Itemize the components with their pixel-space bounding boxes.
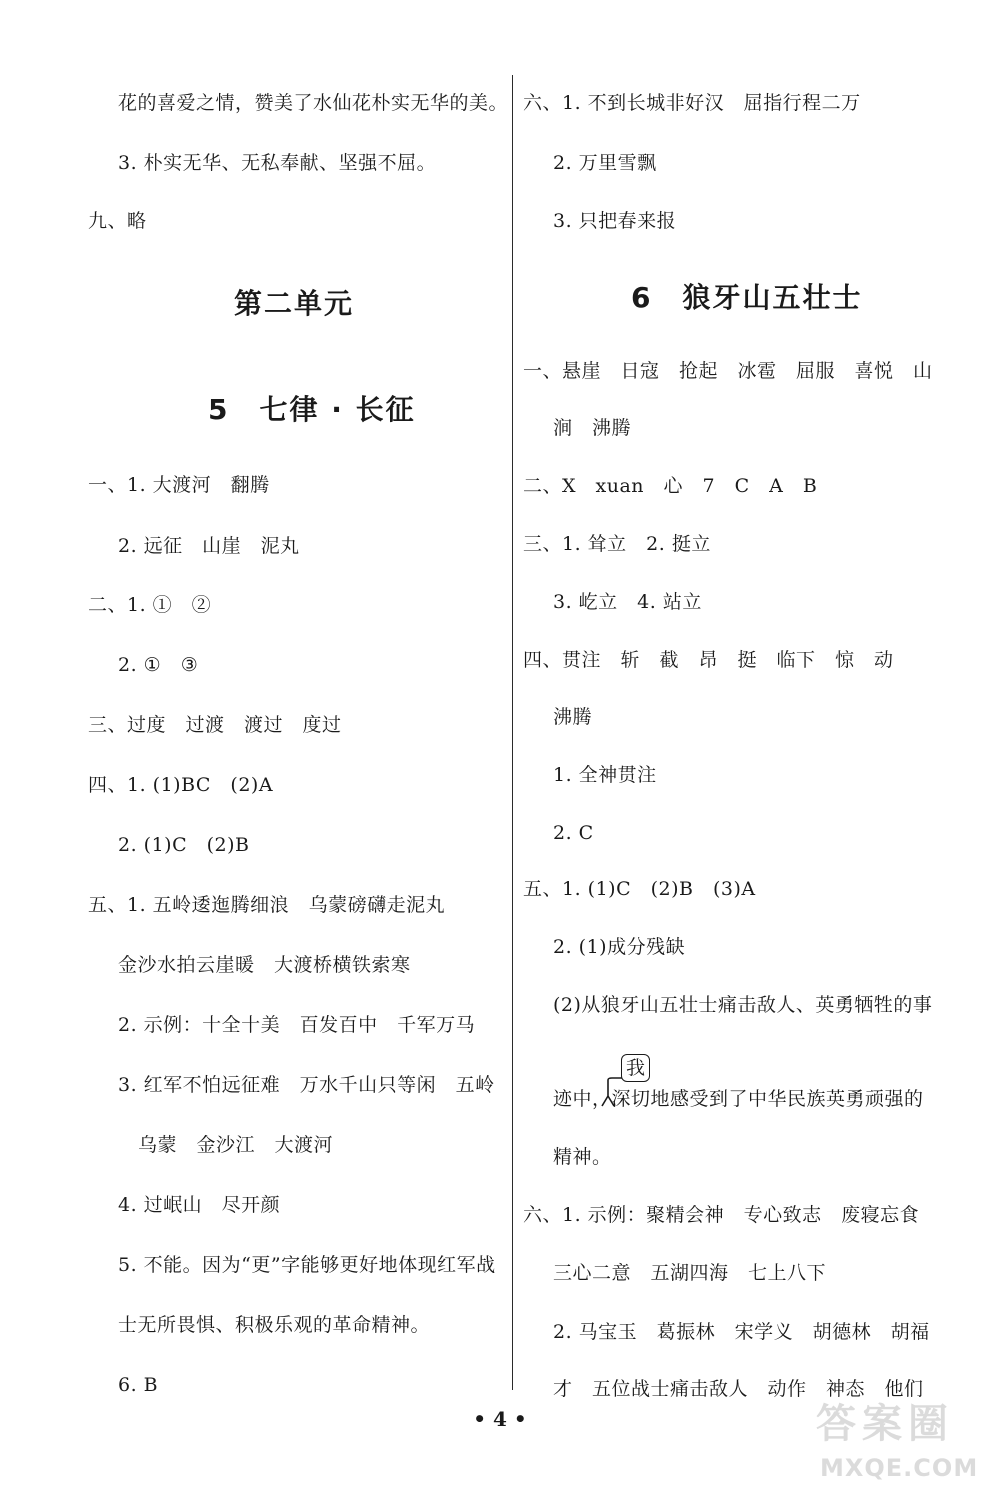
lesson-title: 6 狼牙山五壮士 [631,281,863,314]
text-line: 2. 万里雪飘 [553,152,657,174]
answer-line: 精神。 [553,1146,612,1168]
insertion-caret-icon [600,1066,622,1108]
answer-line: 2. 马宝玉 葛振林 宋学义 胡德林 胡福 [553,1321,930,1343]
column-divider [512,75,513,1390]
answer-line: 2. 示例：十全十美 百发百中 千军万马 [118,1014,476,1036]
answer-line: 2. (1)C (2)B [118,834,250,856]
watermark-url: MXQE.COM [820,1454,979,1482]
answer-line: 五、1. (1)C (2)B (3)A [523,878,756,900]
unit-title: 第二单元 [234,287,355,320]
answer-line: 五、1. 五岭逶迤腾细浪 乌蒙磅礴走泥丸 [88,894,446,916]
answer-line: 二、X xuan 心 7 C A B [523,475,818,497]
answer-line: 2. C [553,822,594,844]
answer-line: 一、1. 大渡河 翻腾 [88,474,270,496]
answer-line: 3. 红军不怕远征难 万水千山只等闲 五岭 [118,1074,495,1096]
answer-line: 才 五位战士痛击敌人 动作 神态 他们 [553,1378,924,1400]
answer-line: 迹中，深切地感受到了中华民族英勇顽强的 [553,1088,924,1110]
answer-line: 2. (1)成分残缺 [553,936,686,958]
answer-line: 6. B [118,1374,159,1396]
watermark [796,1386,996,1490]
answer-line: 二、1. ① ② [88,594,212,616]
answer-line: 金沙水拍云崖暖 大渡桥横铁索寒 [118,954,411,976]
answer-line: 三、过度 过渡 渡过 度过 [88,714,342,736]
answer-line: 沸腾 [553,706,593,728]
text-line: 3. 只把春来报 [553,210,677,232]
text-line: 九、略 [88,210,147,232]
answer-line: (2)从狼牙山五壮士痛击敌人、英勇牺牲的事 [553,994,933,1016]
answer-line: 5. 不能。因为“更”字能够更好地体现红军战 [118,1254,496,1276]
text-line: 花的喜爱之情，赞美了水仙花朴实无华的美。 [118,92,509,114]
answer-line: 3. 屹立 4. 站立 [553,591,702,613]
answer-line: 三心二意 五湖四海 七上八下 [553,1262,827,1284]
answer-line: 一、悬崖 日寇 抢起 冰雹 屈服 喜悦 山 [523,360,933,382]
answer-line: 2. ① ③ [118,654,199,676]
lesson-title: 5 七律 · 长征 [208,393,416,426]
watermark-logo: 答案圈 [816,1401,954,1447]
page-number: • 4 • [473,1407,527,1431]
text-line: 六、1. 不到长城非好汉 屈指行程二万 [523,92,861,114]
answer-line: 士无所畏惧、积极乐观的革命精神。 [118,1314,431,1336]
answer-line: 涧 沸腾 [553,417,632,439]
answer-line: 1. 全神贯注 [553,764,657,786]
text-line: 3. 朴实无华、无私奉献、坚强不屈。 [118,152,437,174]
answer-line: 四、贯注 斩 截 昂 挺 临下 惊 动 [523,649,894,671]
answer-line: 六、1. 示例：聚精会神 专心致志 废寝忘食 [523,1204,920,1226]
insertion-box: 我 [621,1054,650,1082]
answer-line: 乌蒙 金沙江 大渡河 [138,1134,334,1156]
answer-line: 2. 远征 山崖 泥丸 [118,535,300,557]
answer-line: 四、1. (1)BC (2)A [88,774,274,796]
answer-line: 三、1. 耸立 2. 挺立 [523,533,711,555]
answer-line: 4. 过岷山 尽开颜 [118,1194,281,1216]
